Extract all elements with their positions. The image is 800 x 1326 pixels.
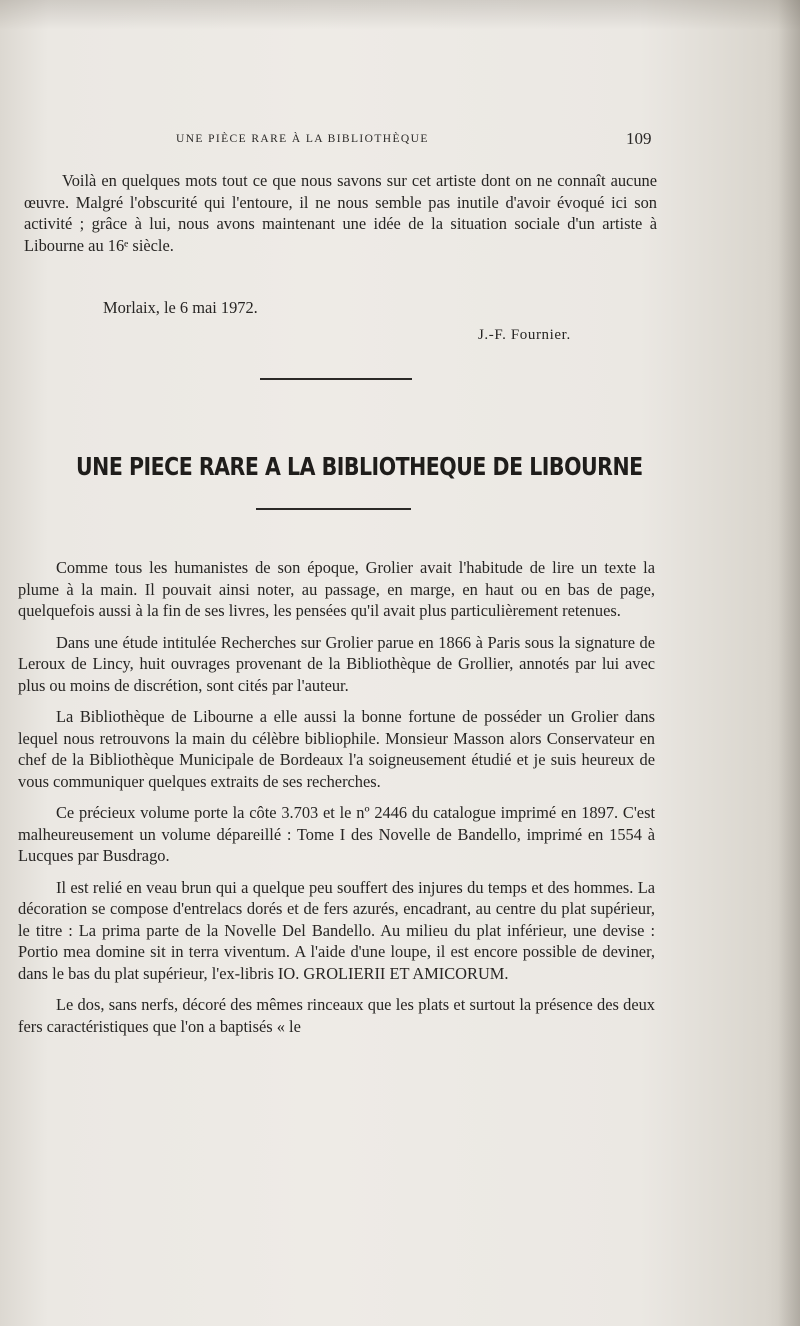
page-edge-shadow <box>778 0 800 1326</box>
article-paragraph: La Bibliothèque de Libourne a elle aussi la bonne fortune de posséder un Grolier dans lequel nous retrouvons la main du célèbre bibliophile. Monsieur Masson alors Conservateur en chef de la Bibliothèque Municipale de Bordeaux l'a soigneusement étudié et je suis heureux de vous communiquer quelques extraits de ses recherches. <box>18 707 655 791</box>
closing-paragraph: Voilà en quelques mots tout ce que nous savons sur cet artiste dont on ne connaît aucune œuvre. Malgré l'obscurité qui l'entoure, il ne nous semble pas inutile d'avoir évoqué ici son activité ; grâce à lui, nous avons maintenant une idée de la situation sociale d'un artiste à Libourne au 16ᵉ siècle. <box>24 171 657 255</box>
article-title: UNE PIECE RARE A LA BIBLIOTHEQUE DE LIBOURNE <box>76 452 643 481</box>
previous-article-closing <box>24 170 657 256</box>
running-head: UNE PIÈCE RARE À LA BIBLIOTHÈQUE <box>176 133 429 145</box>
article-paragraph: Il est relié en veau brun qui a quelque peu souffert des injures du temps et des hommes. La décoration se compose d'entrelacs dorés et de fers azurés, encadrant, au centre du plat supérieur, le titre : La prima parte de la Novelle Del Bandello. Au milieu du plat inférieur, une devise : Portio mea domine sit in terra viventum. A l'aide d'une loupe, il est encore possible de deviner, dans le bas du plat supérieur, l'ex-libris IO. GROLIERII ET AMICORUM. <box>18 877 655 983</box>
article-paragraph: Ce précieux volume porte la côte 3.703 et le nº 2446 du catalogue imprimé en 1897. C'est malheureusement un volume dépareillé : Tome I des Novelle de Bandello, imprimé en 1554 à Lucques par Busdrago. <box>18 803 655 865</box>
article-paragraph: Comme tous les humanistes de son époque, Grolier avait l'habitude de lire un texte la plume à la main. Il pouvait ainsi noter, au passage, en marge, en haut ou en bas de page, quelquefois aussi à la fin de ses livres, les pensées qu'il avait plus particulièrement retenues. <box>18 558 655 620</box>
article-paragraph: Le dos, sans nerfs, décoré des mêmes rinceaux que les plats et surtout la présence des deux fers caractéristiques que l'on a baptisés « le <box>18 995 655 1036</box>
signoff-place-date: Morlaix, le 6 mai 1972. <box>103 298 258 317</box>
title-underline <box>256 508 411 510</box>
section-divider <box>260 378 412 380</box>
signoff-author: J.-F. Fournier. <box>478 327 571 343</box>
page-number: 109 <box>626 129 652 148</box>
article-body <box>18 557 655 1047</box>
page-top-shadow <box>0 0 800 30</box>
article-paragraph: Dans une étude intitulée Recherches sur Grolier parue en 1866 à Paris sous la signature de Leroux de Lincy, huit ouvrages provenant de la Bibliothèque de Grollier, annotés par lui avec plus ou moins de discrétion, sont cités par l'auteur. <box>18 632 655 695</box>
